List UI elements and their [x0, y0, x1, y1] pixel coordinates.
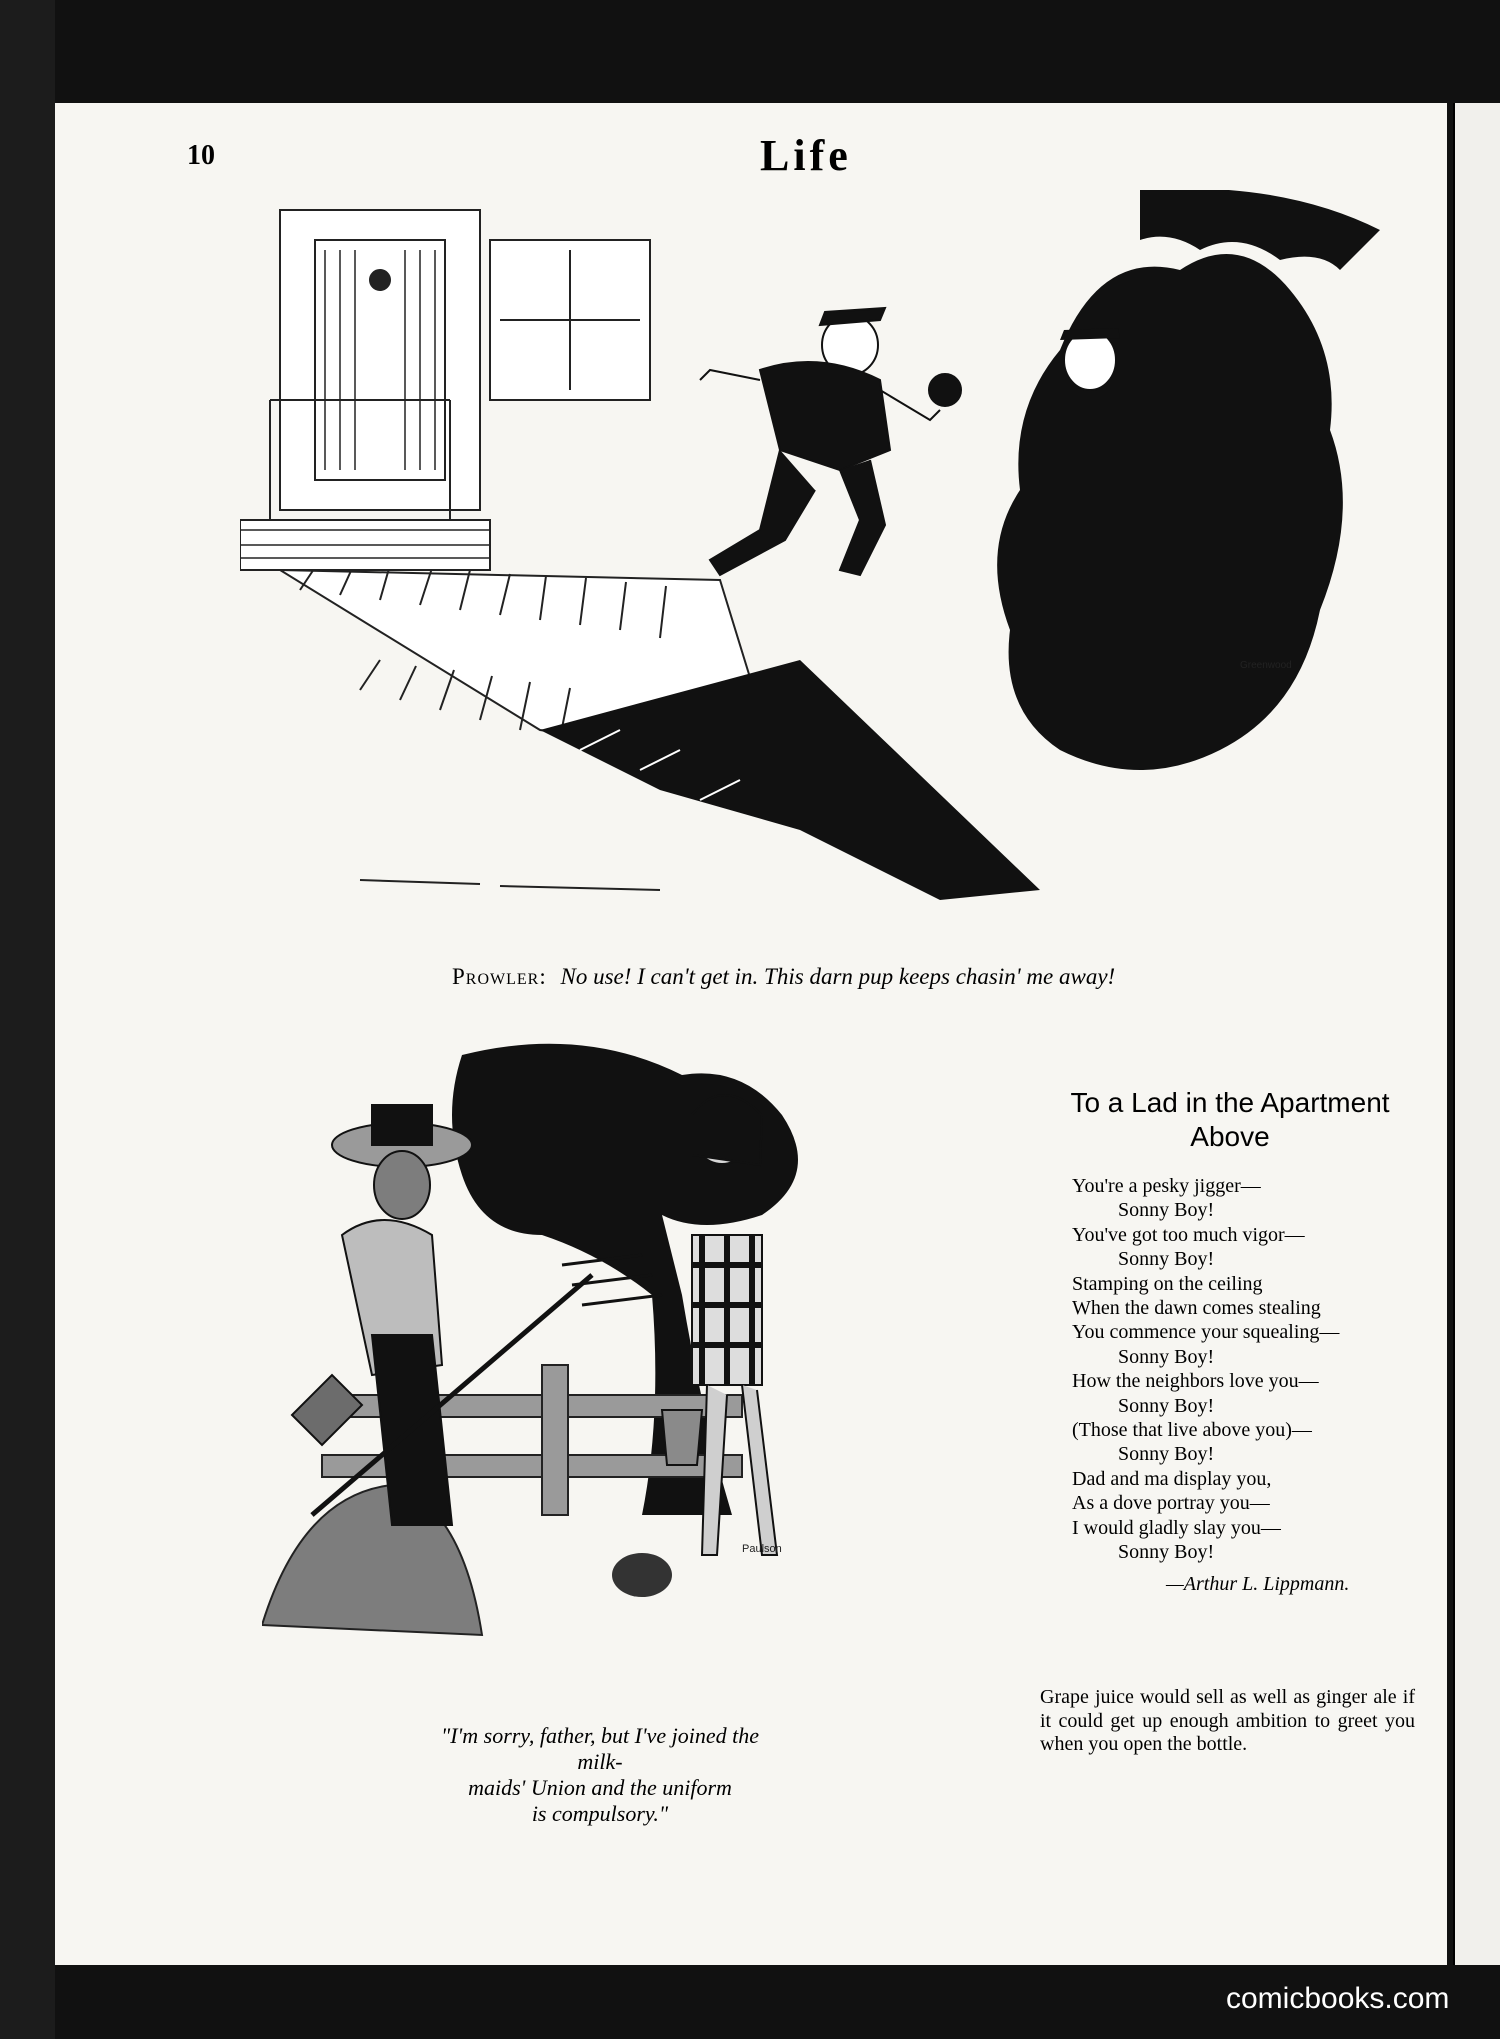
next-page-edge: [1453, 103, 1500, 1965]
artist-signature: Greenwood: [1240, 660, 1292, 671]
poem-body: [1072, 1174, 1412, 1565]
poem-title-line: To a Lad in the Apartment: [1070, 1087, 1390, 1118]
page-number: 10: [187, 140, 215, 171]
poem-title: [1040, 1086, 1420, 1154]
poem-line: You're a pesky jigger—: [1072, 1175, 1261, 1197]
poem-line: I would gladly slay you—: [1072, 1516, 1281, 1539]
poem-line: How the neighbors love you—: [1072, 1370, 1319, 1393]
prowler-cartoon-illustration: [240, 190, 1400, 920]
caption-speaker: Prowler:: [452, 964, 547, 989]
poem-line: You've got too much vigor—: [1072, 1223, 1305, 1246]
artist-signature: Paulson: [742, 1543, 782, 1555]
top-caption: [452, 964, 1252, 990]
caption-text: No use! I can't get in. This darn pup keeps chasin' me away!: [560, 964, 1116, 989]
masthead: Life: [760, 131, 852, 180]
watermark: comicbooks.com: [1226, 1982, 1450, 2015]
poem-author: —Arthur L. Lippmann.: [1166, 1573, 1350, 1595]
poem-title-line: Above: [1190, 1121, 1270, 1152]
poem-refrain: Sonny Boy!: [1118, 1199, 1215, 1222]
poem-line: Dad and ma display you,: [1072, 1467, 1272, 1490]
caption-line: is compulsory.": [531, 1801, 669, 1826]
poem-refrain: Sonny Boy!: [1118, 1541, 1215, 1564]
poem-refrain: Sonny Boy!: [1118, 1443, 1215, 1466]
bottom-caption: [420, 1723, 780, 1827]
poem-line: (Those that live above you)—: [1072, 1419, 1312, 1442]
poem-refrain: Sonny Boy!: [1118, 1248, 1215, 1271]
poem-line: When the dawn comes stealing: [1072, 1297, 1321, 1320]
caption-line: maids' Union and the uniform: [468, 1775, 732, 1800]
poem-line: As a dove portray you—: [1072, 1492, 1270, 1515]
poem-line: You commence your squealing—: [1072, 1321, 1340, 1344]
filler-paragraph: Grape juice would sell as well as ginger ale if it could get up enough ambition to greet you when you open the bottle.: [1040, 1686, 1415, 1755]
caption-line: "I'm sorry, father, but I've joined the milk-: [440, 1723, 760, 1774]
milkmaid-cartoon-illustration: [262, 1035, 1002, 1695]
poem-refrain: Sonny Boy!: [1118, 1345, 1215, 1368]
left-page-edge: [0, 0, 55, 2039]
poem-line: Stamping on the ceiling: [1072, 1272, 1263, 1295]
poem-refrain: Sonny Boy!: [1118, 1394, 1215, 1417]
